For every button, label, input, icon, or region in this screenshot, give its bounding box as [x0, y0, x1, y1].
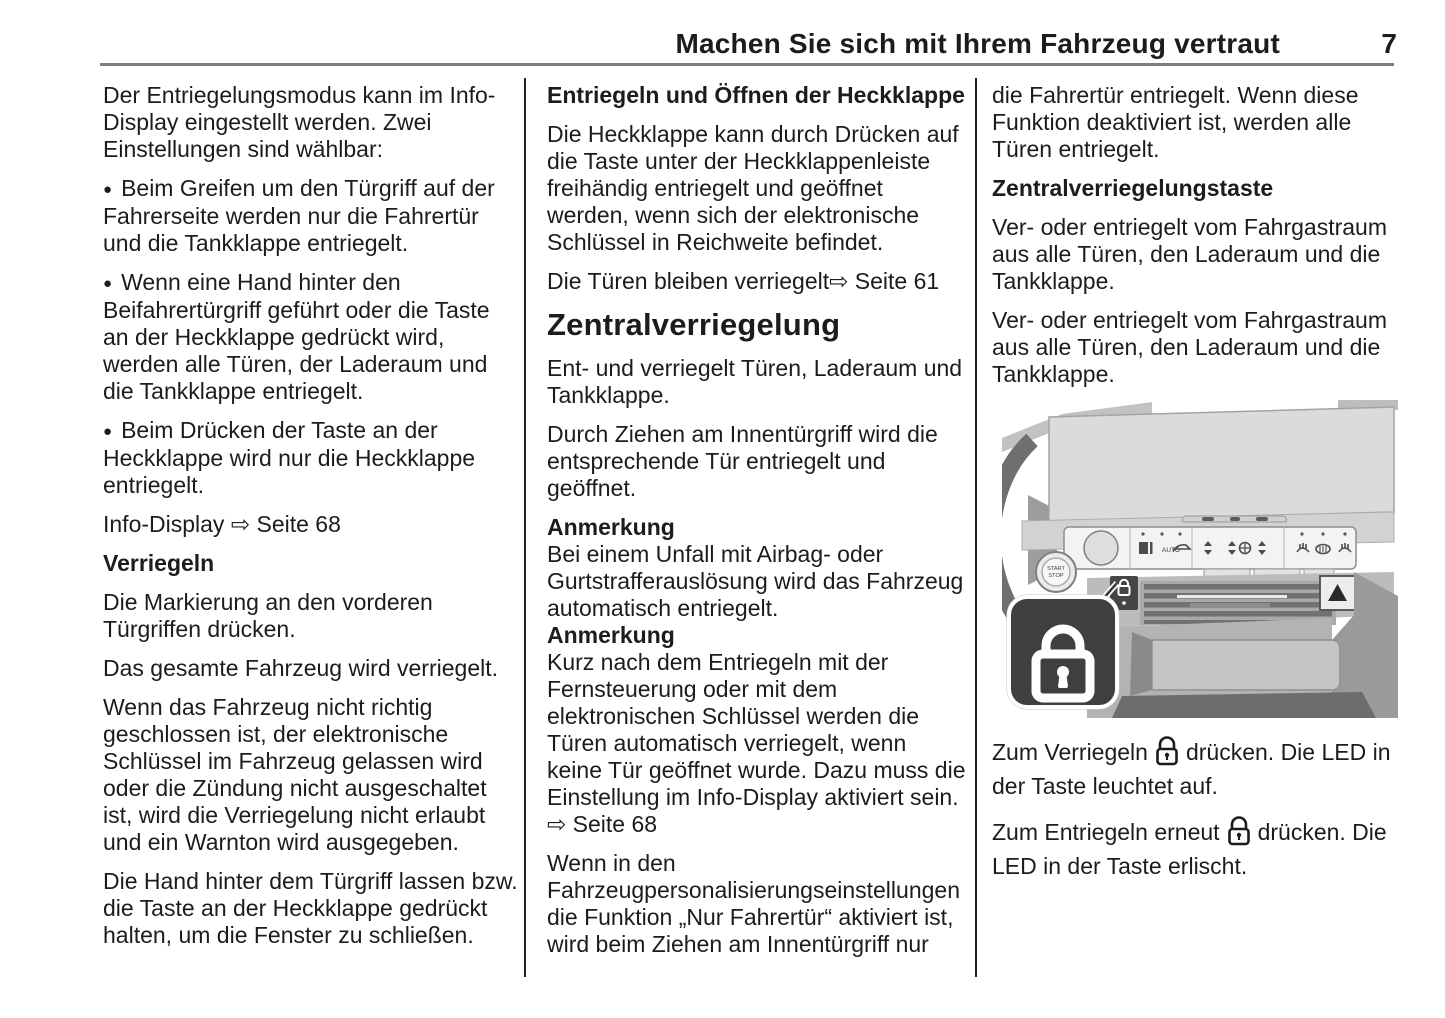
column-3 [992, 82, 1398, 896]
bullet-icon: ● [103, 181, 113, 198]
page-reference: Info-Display ⇨ Seite 68 [103, 511, 341, 537]
page-title: Machen Sie sich mit Ihrem Fahrzeug vertraut [675, 28, 1280, 59]
note-label: Anmerkung [547, 622, 675, 648]
bullet-icon: ● [103, 275, 113, 292]
lock-instruction-text: Zum Entriegeln erneut [992, 819, 1220, 845]
paragraph: die Fahrertür entriegelt. Wenn diese Funktion deaktiviert ist, werden alle Türen entriegelt. [992, 82, 1359, 162]
lock-instruction-text: drücken. Die LED in der Taste leuchtet auf. [992, 739, 1391, 799]
display-screen [1049, 407, 1394, 521]
list-item [103, 269, 521, 405]
column-divider [975, 78, 977, 977]
lock-callout-icon [1007, 595, 1119, 709]
column-1 [103, 82, 521, 961]
lock-icon [1155, 736, 1179, 773]
paragraph: Ver- oder entriegelt vom Fahrgastraum aus alle Türen, den Laderaum und die Tankklappe. [992, 307, 1388, 387]
volume-knob-icon [1084, 531, 1118, 565]
subheading-heckklappe: Entriegeln und Öffnen der Heckklappe [547, 82, 965, 108]
section-heading-zentralverriegelung: Zentralverriegelung [547, 307, 841, 342]
page-reference: Die Türen bleiben verriegelt⇨ Seite 61 [547, 268, 940, 294]
svg-text:STOP: STOP [1048, 573, 1064, 579]
paragraph: Durch Ziehen am Innentürgriff wird die entsprechende Tür entriegelt und geöffnet. [547, 421, 938, 501]
note-label: Anmerkung [547, 514, 675, 540]
climate-control-bar [1064, 527, 1356, 577]
paragraph: Ver- oder entriegelt vom Fahrgastraum aus alle Türen, den Laderaum und die Tankklappe. [992, 214, 1388, 294]
list-item-text: Beim Drücken der Taste an der Heckklappe wird nur die Heckklappe entriegelt. [103, 417, 476, 498]
auto-button-label: AUTO [1162, 547, 1180, 554]
subheading-zentralverriegelungstaste: Zentralverriegelungstaste [992, 175, 1274, 201]
list-item-text: Beim Greifen um den Türgriff auf der Fahrerseite werden nur die Fahrertür und die Tankklappe entriegelt. [103, 175, 495, 256]
list-item [103, 417, 521, 499]
subheading-verriegeln: Verriegeln [103, 550, 215, 576]
hazard-button-icon [1320, 576, 1355, 610]
column-2 [547, 82, 967, 970]
screen-buttons [1182, 516, 1286, 522]
list-item [103, 175, 521, 257]
list-item-text: Wenn eine Hand hinter den Beifahrertürgriff geführt oder die Taste an der Heckklappe gedrückt wird, werden alle Türen, der Laderaum und die Tankklappe entriegelt. [103, 269, 490, 404]
svg-text:START: START [1047, 566, 1065, 572]
note-text: Bei einem Unfall mit Airbag- oder Gurtstrafferauslösung wird das Fahrzeug automatisch entriegelt. [547, 541, 964, 621]
note-block [547, 622, 967, 838]
lock-icon [1227, 816, 1251, 853]
page-number: 7 [1381, 28, 1397, 59]
paragraph: Der Entriegelungsmodus kann im Info-Display eingestellt werden. Zwei Einstellungen sind wählbar: [103, 82, 496, 162]
bullet-icon: ● [103, 423, 113, 440]
header-rule [100, 63, 1394, 66]
start-stop-button-icon [1036, 552, 1076, 592]
paragraph: Ent- und verriegelt Türen, Laderaum und Tankklappe. [547, 355, 963, 408]
note-block [547, 514, 967, 622]
paragraph: Die Heckklappe kann durch Drücken auf die Taste unter der Heckklappenleiste freihändig entriegelt und geöffnet werden, wenn sich der elektronische Schlüssel in Reichweite befindet. [547, 121, 959, 255]
note-text: Kurz nach dem Entriegeln mit der Fernsteuerung oder mit dem elektronischen Schlüssel werden die Türen automatisch verriegelt, wenn keine Tür geöffnet wurde. Dazu muss die Einstellung im Info-Display aktiviert sein. ⇨ Seite 68 [547, 649, 966, 837]
paragraph: Die Hand hinter dem Türgriff lassen bzw. die Taste an der Heckklappe gedrückt halten, um die Fenster zu schließen. [103, 868, 518, 948]
paragraph: Wenn in den Fahrzeugpersonalisierungseinstellungen die Funktion „Nur Fahrertür“ aktiviert ist, wird beim Ziehen am Innentürgriff nur [547, 850, 960, 957]
lock-instruction-text: Zum Verriegeln [992, 739, 1148, 765]
lock-instruction [992, 736, 1398, 800]
paragraph: Die Markierung an den vorderen Türgriffen drücken. [103, 589, 433, 642]
lock-instruction-text: drücken. Die LED in der Taste erlischt. [992, 819, 1387, 879]
paragraph: Wenn das Fahrzeug nicht richtig geschlossen ist, der elektronische Schlüssel im Fahrzeug gelassen wird oder die Zündung nicht ausgeschaltet ist, wird die Verriegelung nicht erlaubt und ein Warnton wird ausgegeben. [103, 694, 487, 855]
air-vents [1140, 581, 1336, 625]
column-divider [524, 78, 526, 977]
paragraph: Das gesamte Fahrzeug wird verriegelt. [103, 655, 498, 681]
lock-instruction [992, 816, 1398, 880]
dashboard-illustration [1002, 400, 1398, 718]
